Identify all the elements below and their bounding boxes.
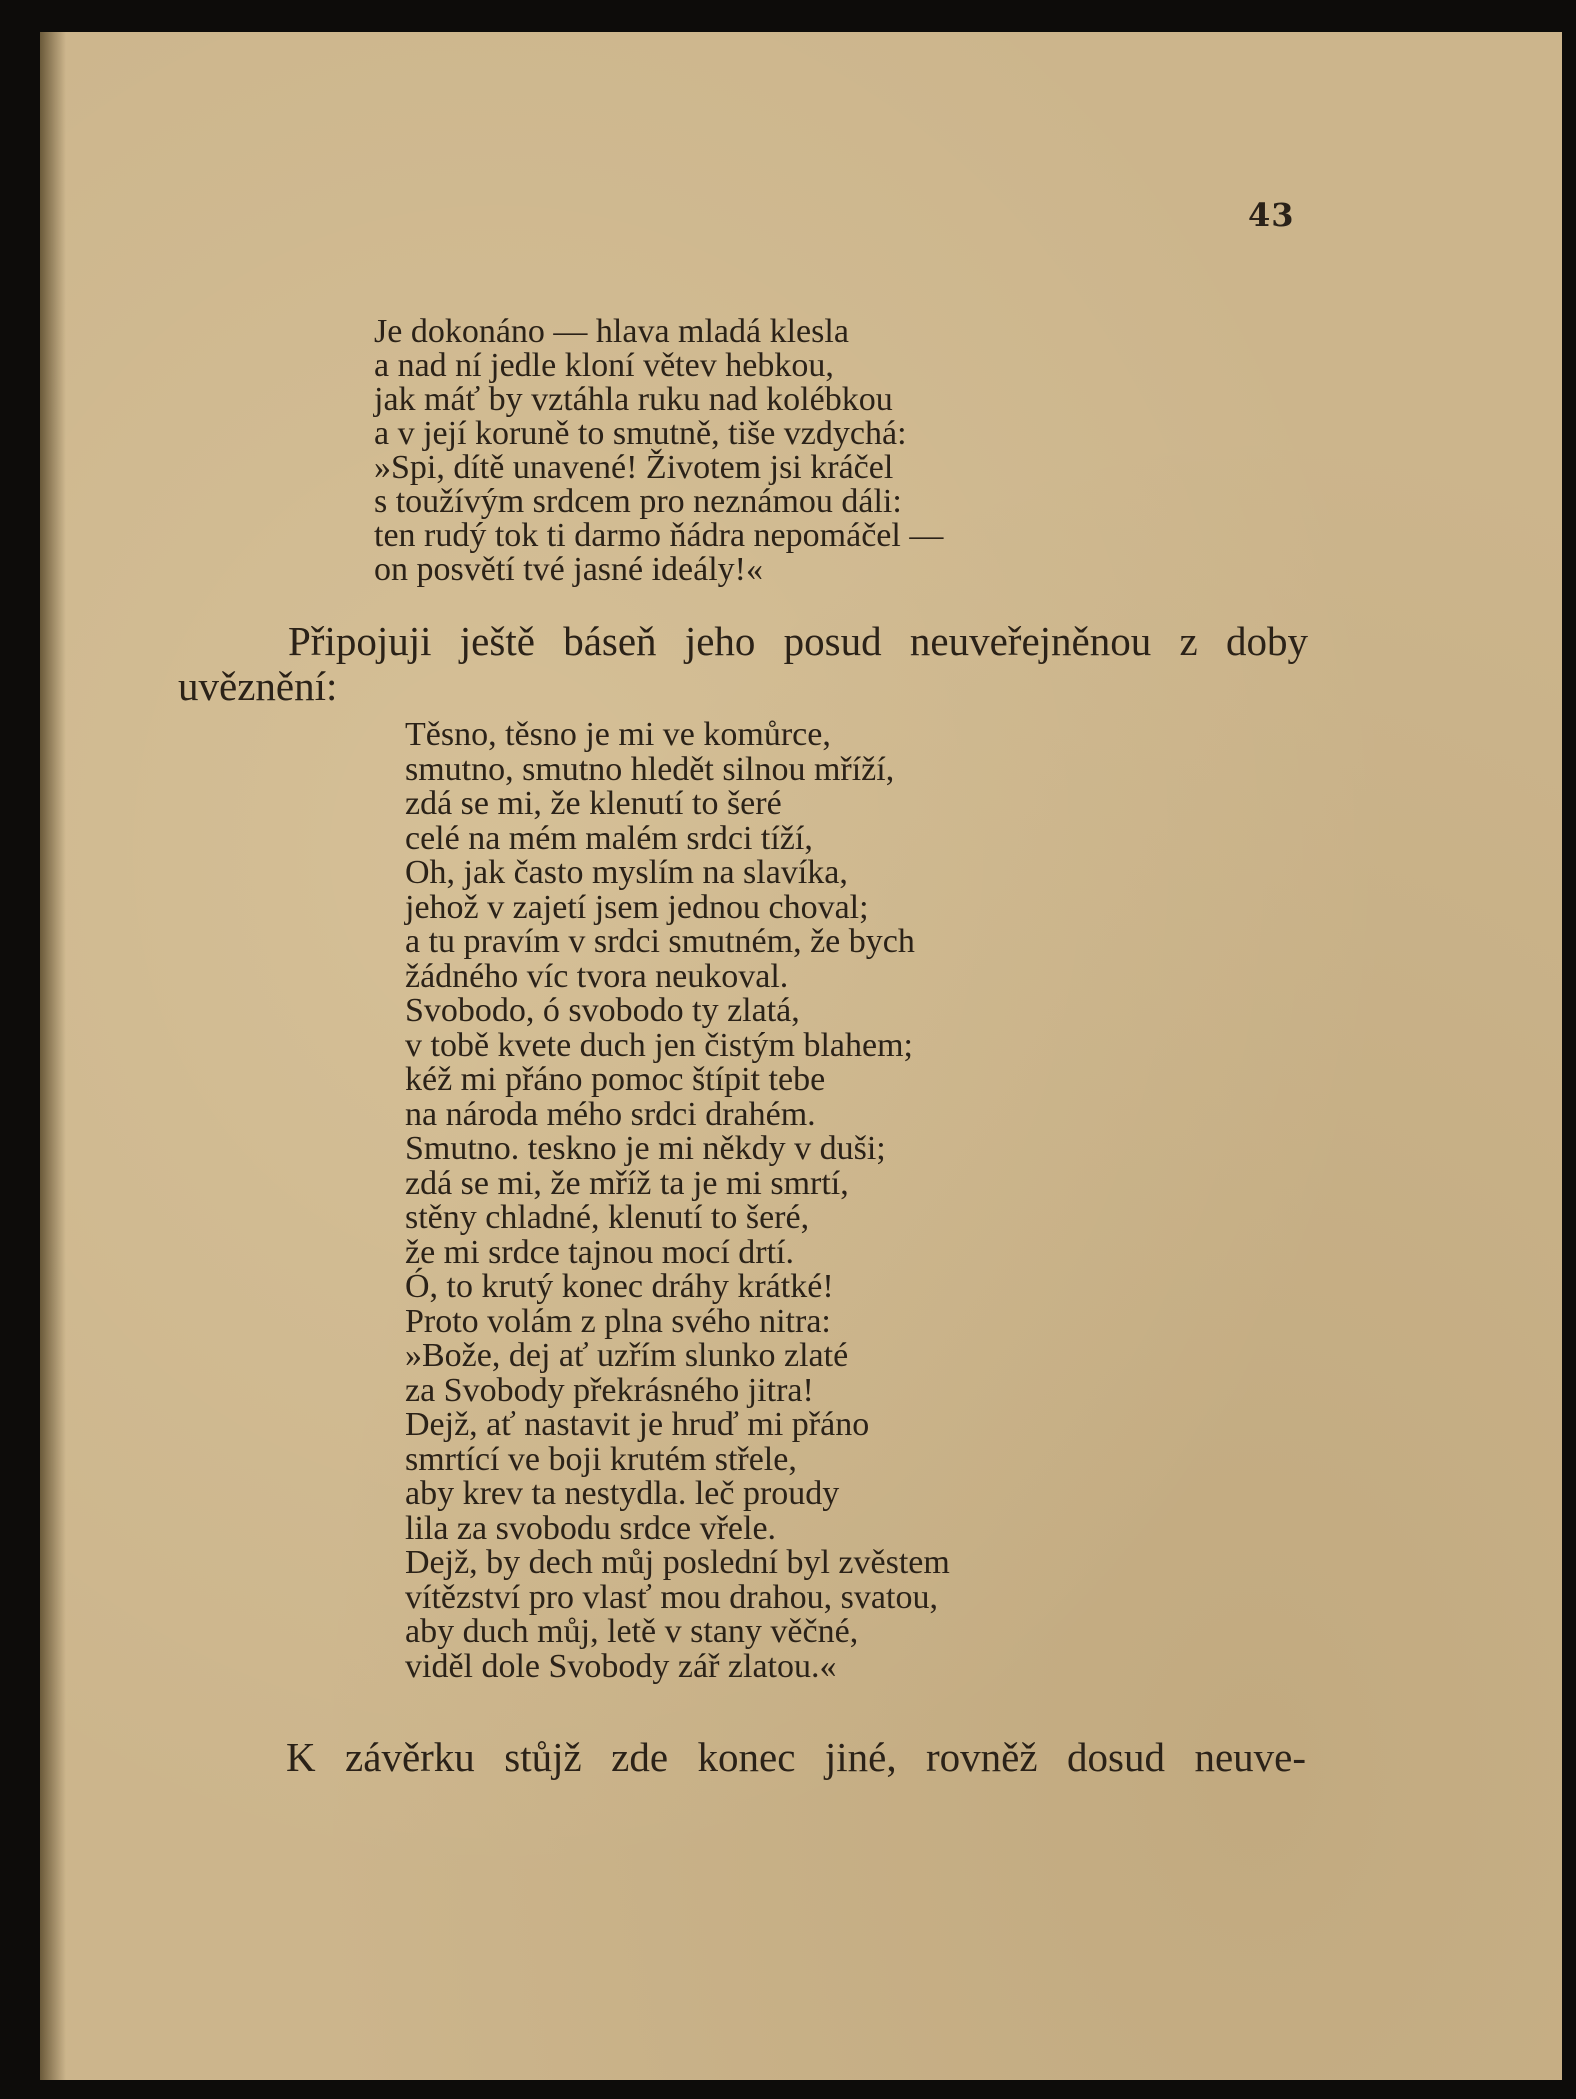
verse-line: a nad ní jedle kloní větev hebkou, [374,347,834,384]
verse-line: Těsno, těsno je mi ve komůrce, [405,716,831,753]
binding-gutter [40,32,66,2080]
verse-line: vítězství pro vlasť mou drahou, svatou, [405,1578,938,1616]
verse-line: jehož v zajetí jsem jednou choval; [405,888,869,926]
verse-line: lila za svobodu srdce vřele. [405,1509,777,1547]
verse-line: Oh, jak často myslím na slavíka, [405,854,848,891]
verse-line: viděl dole Svobody zář zlatou.« [405,1647,837,1685]
verse-line: celé na mém malém srdci tíží, [405,819,813,857]
verse-line: Dejž, ať nastavit je hruď mi přáno [405,1406,870,1443]
verse-line: stěny chladné, klenutí to šeré, [405,1199,810,1236]
verse-line: aby duch můj, letě v stany věčné, [405,1613,859,1650]
verse-line: aby krev ta nestydla. leč proudy [405,1475,840,1512]
verse-line: že mi srdce tajnou mocí drtí. [405,1233,794,1271]
verse-line: v tobě kvete duch jen čistým blahem; [405,1026,913,1064]
verse-line: Proto volám z plna svého nitra: [405,1302,831,1340]
prose-paragraph-line: Připojuji ještě báseň jeho posud neuveřejněnou z doby [288,618,1308,664]
page-number: 43 [1248,196,1295,234]
prose-paragraph-line: K závěrku stůjž zde konec jiné, rovněž dosud neuve- [286,1734,1306,1780]
poem-excerpt-1 [374,315,943,587]
verse-line: smutno, smutno hledět silnou mříží, [405,750,895,788]
verse-line: on posvětí tvé jasné ideály!« [374,551,764,588]
verse-line: žádného víc tvora neukoval. [405,957,789,995]
poem-from-imprisonment [405,718,950,1684]
verse-line: »Spi, dítě unavené! Životem jsi kráčel [374,449,894,486]
verse-line: za Svobody překrásného jitra! [405,1371,814,1409]
verse-line: a v její koruně to smutně, tiše vzdychá: [374,415,907,452]
verse-line: ten rudý tok ti darmo ňádra nepomáčel — [374,517,944,554]
verse-line: jak máť by vztáhla ruku nad kolébkou [374,381,893,418]
verse-line: zdá se mi, že klenutí to šeré [405,785,782,822]
verse-line: Ó, to krutý konec dráhy krátké! [405,1268,834,1305]
verse-line: »Bože, dej ať uzřím slunko zlaté [405,1337,849,1374]
prose-paragraph-line: uvěznění: [178,663,338,709]
verse-line: a tu pravím v srdci smutném, že bych [405,923,915,960]
verse-line: Je dokonáno — hlava mladá klesla [374,313,849,350]
verse-line: na národa mého srdci drahém. [405,1095,816,1133]
verse-line: kéž mi přáno pomoc štípit tebe [405,1061,826,1098]
verse-line: zdá se mi, že mříž ta je mi smrtí, [405,1164,849,1202]
verse-line: smrtící ve boji krutém střele, [405,1440,797,1478]
verse-line: Dejž, by dech můj poslední byl zvěstem [405,1544,950,1581]
verse-line: Smutno. teskno je mi někdy v duši; [405,1130,886,1167]
verse-line: s toužívým srdcem pro neznámou dáli: [374,483,902,520]
verse-line: Svobodo, ó svobodo ty zlatá, [405,992,800,1029]
